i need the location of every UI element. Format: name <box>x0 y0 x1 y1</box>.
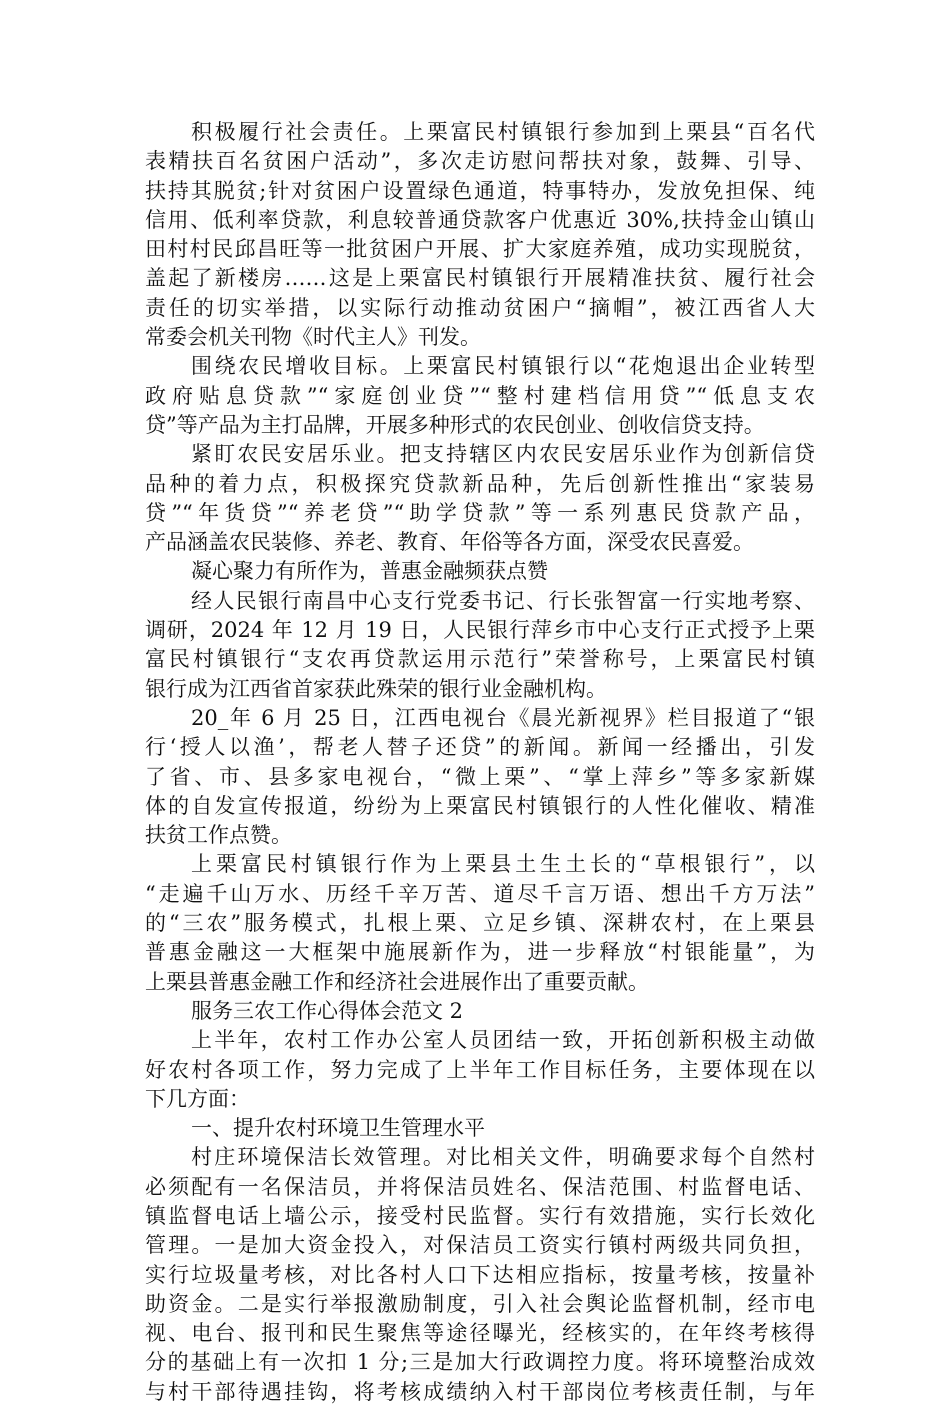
text-line: 视、电台、报刊和民生聚焦等途径曝光，经核实的，在年终考核得 <box>145 1321 815 1346</box>
text-line: 贷”等产品为主打品牌，开展多种形式的农民创业、创收信贷支持。 <box>145 412 765 437</box>
text-line: 产品涵盖农民装修、养老、教育、年俗等各方面，深受农民喜爱。 <box>145 530 754 555</box>
text-line: 的“三农”服务模式，扎根上栗、立足乡镇、深耕农村，在上栗县 <box>145 911 815 936</box>
text-line: 常委会机关刊物《时代主人》刊发。 <box>145 325 481 350</box>
text-line: 管理。一是加大资金投入，对保洁员工资实行镇村两级共同负担， <box>145 1233 815 1258</box>
text-line: 信用、低利率贷款，利息较普通贷款客户优惠近 30%,扶持金山镇山 <box>145 207 815 232</box>
text-line: 品种的着力点，积极探究贷款新品种，先后创新性推出“家装易 <box>145 471 815 496</box>
text-line: 经人民银行南昌中心支行党委书记、行长张智富一行实地考察、 <box>191 588 815 613</box>
text-line: 上栗县普惠金融工作和经济社会进展作出了重要贡献。 <box>145 969 649 994</box>
text-line: 围绕农民增收目标。上栗富民村镇银行以“花炮退出企业转型 <box>191 354 815 379</box>
text-line: 富民村镇银行“支农再贷款运用示范行”荣誉称号，上栗富民村镇 <box>145 647 815 672</box>
text-line: 贷”“年货贷”“养老贷”“助学贷款”等一系列惠民贷款产品， <box>145 500 815 525</box>
text-line: 责任的切实举措，以实际行动推动贫困户“摘帽”，被江西省人大 <box>145 295 815 320</box>
text-line: 上半年，农村工作办公室人员团结一致，开拓创新积极主动做 <box>191 1028 815 1053</box>
text-line: 必须配有一名保洁员，并将保洁员姓名、保洁范围、村监督电话、 <box>145 1174 815 1199</box>
text-line: 普惠金融这一大框架中施展新作为，进一步释放“村银能量”，为 <box>145 940 815 965</box>
text-line: 表精扶百名贫困户活动”，多次走访慰问帮扶对象，鼓舞、引导、 <box>145 149 815 174</box>
text-line: 下几方面： <box>145 1086 250 1111</box>
text-line: 镇监督电话上墙公示，接受村民监督。实行有效措施，实行长效化 <box>145 1203 815 1228</box>
document-body <box>145 118 815 1407</box>
text-line: 行‘授人以渔’，帮老人替子还贷”的新闻。新闻一经播出，引发 <box>145 735 815 760</box>
text-line: 好农村各项工作，努力完成了上半年工作目标任务，主要体现在以 <box>145 1057 815 1082</box>
text-line: 扶贫工作点赞。 <box>145 823 292 848</box>
text-line: 村庄环境保洁长效管理。对比相关文件，明确要求每个自然村 <box>191 1145 815 1170</box>
text-line: 调研，2024 年 12 月 19 日，人民银行萍乡市中心支行正式授予上栗 <box>145 618 815 643</box>
text-line: 一、提升农村环境卫生管理水平 <box>191 1116 485 1141</box>
text-line: 凝心聚力有所作为，普惠金融频获点赞 <box>191 559 548 584</box>
text-line: 积极履行社会责任。上栗富民村镇银行参加到上栗县“百名代 <box>191 120 815 144</box>
text-line: 扶持其脱贫;针对贫困户设置绿色通道，特事特办，发放免担保、纯 <box>145 178 815 203</box>
text-line: 与村干部待遇挂钩，将考核成绩纳入村干部岗位考核责任制，与年 <box>145 1379 815 1404</box>
text-line: 田村村民邱昌旺等一批贫困户开展、扩大家庭养殖，成功实现脱贫， <box>145 237 815 262</box>
text-line: 服务三农工作心得体会范文 2 <box>191 998 464 1023</box>
text-line: 政府贴息贷款”“家庭创业贷”“整村建档信用贷”“低息支农 <box>145 383 815 408</box>
text-line: 助资金。二是实行举报激励制度，引入社会舆论监督机制，经市电 <box>145 1291 815 1316</box>
text-line: 紧盯农民安居乐业。把支持辖区内农民安居乐业作为创新信贷 <box>191 442 815 467</box>
text-line: 盖起了新楼房……这是上栗富民村镇银行开展精准扶贫、履行社会 <box>145 266 815 291</box>
text-line: 实行垃圾量考核，对比各村人口下达相应指标，按量考核，按量补 <box>145 1262 815 1287</box>
text-line: 银行成为江西省首家获此殊荣的银行业金融机构。 <box>145 676 607 701</box>
text-line: 体的自发宣传报道，纷纷为上栗富民村镇银行的人性化催收、精准 <box>145 793 815 818</box>
text-line: 了省、市、县多家电视台，“微上栗”、“掌上萍乡”等多家新媒 <box>145 764 815 789</box>
text-line: 分的基础上有一次扣 1 分;三是加大行政调控力度。将环境整治成效 <box>145 1350 815 1375</box>
text-line: 20_年 6 月 25 日，江西电视台《晨光新视界》栏目报道了“银 <box>191 705 815 730</box>
text-line: “走遍千山万水、历经千辛万苦、道尽千言万语、想出千方万法” <box>145 881 815 906</box>
text-line: 上栗富民村镇银行作为上栗县土生土长的“草根银行”，以 <box>191 852 815 877</box>
